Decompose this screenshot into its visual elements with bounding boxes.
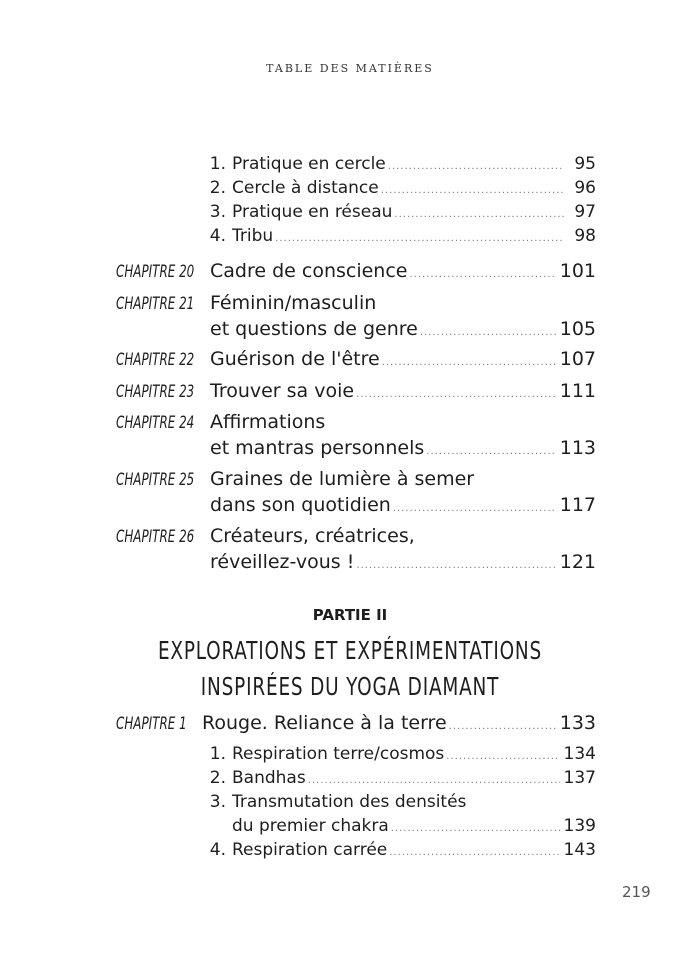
leader-dots	[382, 357, 556, 368]
entry-page: 97	[574, 202, 596, 222]
chapter-label: CHAPITRE 25	[116, 470, 195, 490]
chapter-page: 121	[559, 551, 596, 573]
chapter-label: CHAPITRE 1	[116, 714, 187, 734]
chapter-page: 101	[559, 260, 596, 282]
entry-title: du premier chakra	[232, 816, 389, 836]
page-number: 219	[622, 883, 651, 901]
part-label: PARTIE II	[312, 606, 388, 624]
chapter-page: 117	[559, 494, 596, 516]
chapter-title-cont: et mantras personnels	[210, 437, 425, 459]
entry-page: 96	[574, 178, 596, 198]
entry-title: Cercle à distance	[232, 178, 379, 198]
toc-chapter[interactable]	[116, 292, 596, 314]
entry-number: 3.	[209, 202, 226, 222]
toc-entry[interactable]	[198, 178, 596, 198]
chapter-label: CHAPITRE 21	[116, 294, 195, 314]
part-title-line1: EXPLORATIONS ET EXPÉRIMENTATIONS	[157, 636, 543, 665]
toc-entry[interactable]	[198, 840, 596, 860]
leader-dots	[393, 503, 556, 514]
entry-number: 4.	[209, 840, 226, 860]
toc-chapter[interactable]	[116, 712, 596, 734]
entry-page: 134	[563, 744, 596, 764]
toc-entry[interactable]	[198, 744, 596, 764]
chapter-title: Créateurs, créatrices,	[210, 525, 415, 547]
leader-dots	[420, 327, 556, 338]
leader-dots	[356, 389, 556, 400]
entry-title: Tribu	[232, 226, 274, 246]
chapter-label: CHAPITRE 26	[116, 527, 195, 547]
toc-entry[interactable]	[198, 202, 596, 222]
chapter-title: Graines de lumière à semer	[210, 468, 475, 490]
chapter-label: CHAPITRE 24	[116, 413, 195, 433]
entry-title: Pratique en réseau	[232, 202, 393, 222]
toc-chapter-cont[interactable]	[210, 437, 596, 459]
leader-dots	[308, 775, 560, 786]
entry-number: 3.	[209, 792, 226, 812]
chapter-title-cont: et questions de genre	[210, 318, 418, 340]
toc-entry-cont[interactable]	[198, 816, 596, 836]
entry-title: Transmutation des densités	[232, 792, 467, 812]
entry-page: 139	[563, 816, 596, 836]
entry-title: Bandhas	[232, 768, 306, 788]
toc-chapter-cont[interactable]	[210, 494, 596, 516]
toc-chapter-cont[interactable]	[210, 551, 596, 573]
leader-dots	[388, 161, 564, 172]
leader-dots	[410, 269, 556, 280]
entry-page: 137	[563, 768, 596, 788]
leader-dots	[389, 847, 559, 858]
entry-title: Pratique en cercle	[232, 154, 386, 174]
chapter-page: 105	[559, 318, 596, 340]
chapter-label: CHAPITRE 23	[116, 382, 195, 402]
entry-number: 1.	[209, 154, 226, 174]
entry-page: 143	[563, 840, 596, 860]
entry-number: 2.	[209, 768, 226, 788]
entry-number: 4.	[209, 226, 226, 246]
entry-number: 2.	[209, 178, 226, 198]
running-header: TABLE DES MATIÈRES	[266, 62, 434, 75]
toc-entry[interactable]	[198, 768, 596, 788]
entry-page: 95	[574, 154, 596, 174]
chapter-title: Rouge. Reliance à la terre	[202, 712, 447, 734]
chapter-label: CHAPITRE 20	[116, 262, 195, 282]
leader-dots	[394, 209, 564, 220]
chapter-label: CHAPITRE 22	[116, 350, 195, 370]
chapter-title: Cadre de conscience	[210, 260, 408, 282]
entry-number: 1.	[209, 744, 226, 764]
chapter-page: 133	[559, 712, 596, 734]
chapter-title-cont: réveillez-vous !	[210, 551, 355, 573]
leader-dots	[356, 560, 555, 571]
toc-entry[interactable]	[198, 154, 596, 174]
chapter-title: Affirmations	[210, 411, 326, 433]
part-title-line2: INSPIRÉES DU YOGA DIAMANT	[200, 672, 500, 701]
entry-page: 98	[574, 226, 596, 246]
leader-dots	[426, 446, 555, 457]
toc-chapter[interactable]	[116, 380, 596, 402]
toc-chapter[interactable]	[116, 468, 596, 490]
chapter-title: Trouver sa voie	[210, 380, 355, 402]
toc-chapter[interactable]	[116, 411, 596, 433]
toc-entry[interactable]	[198, 226, 596, 246]
leader-dots	[275, 233, 564, 244]
chapter-title: Féminin/masculin	[210, 292, 377, 314]
toc-chapter[interactable]	[116, 348, 596, 370]
leader-dots	[381, 185, 564, 196]
chapter-page: 111	[559, 380, 596, 402]
leader-dots	[449, 721, 556, 732]
toc-chapter[interactable]	[116, 525, 596, 547]
toc-chapter[interactable]	[116, 260, 596, 282]
leader-dots	[391, 823, 560, 834]
entry-title: Respiration carrée	[232, 840, 388, 860]
entry-title: Respiration terre/cosmos	[232, 744, 445, 764]
toc-chapter-cont[interactable]	[210, 318, 596, 340]
leader-dots	[446, 751, 559, 762]
toc-entry[interactable]	[198, 792, 596, 812]
chapter-page: 107	[559, 348, 596, 370]
chapter-page: 113	[559, 437, 596, 459]
chapter-title: Guérison de l'être	[210, 348, 380, 370]
chapter-title-cont: dans son quotidien	[210, 494, 391, 516]
